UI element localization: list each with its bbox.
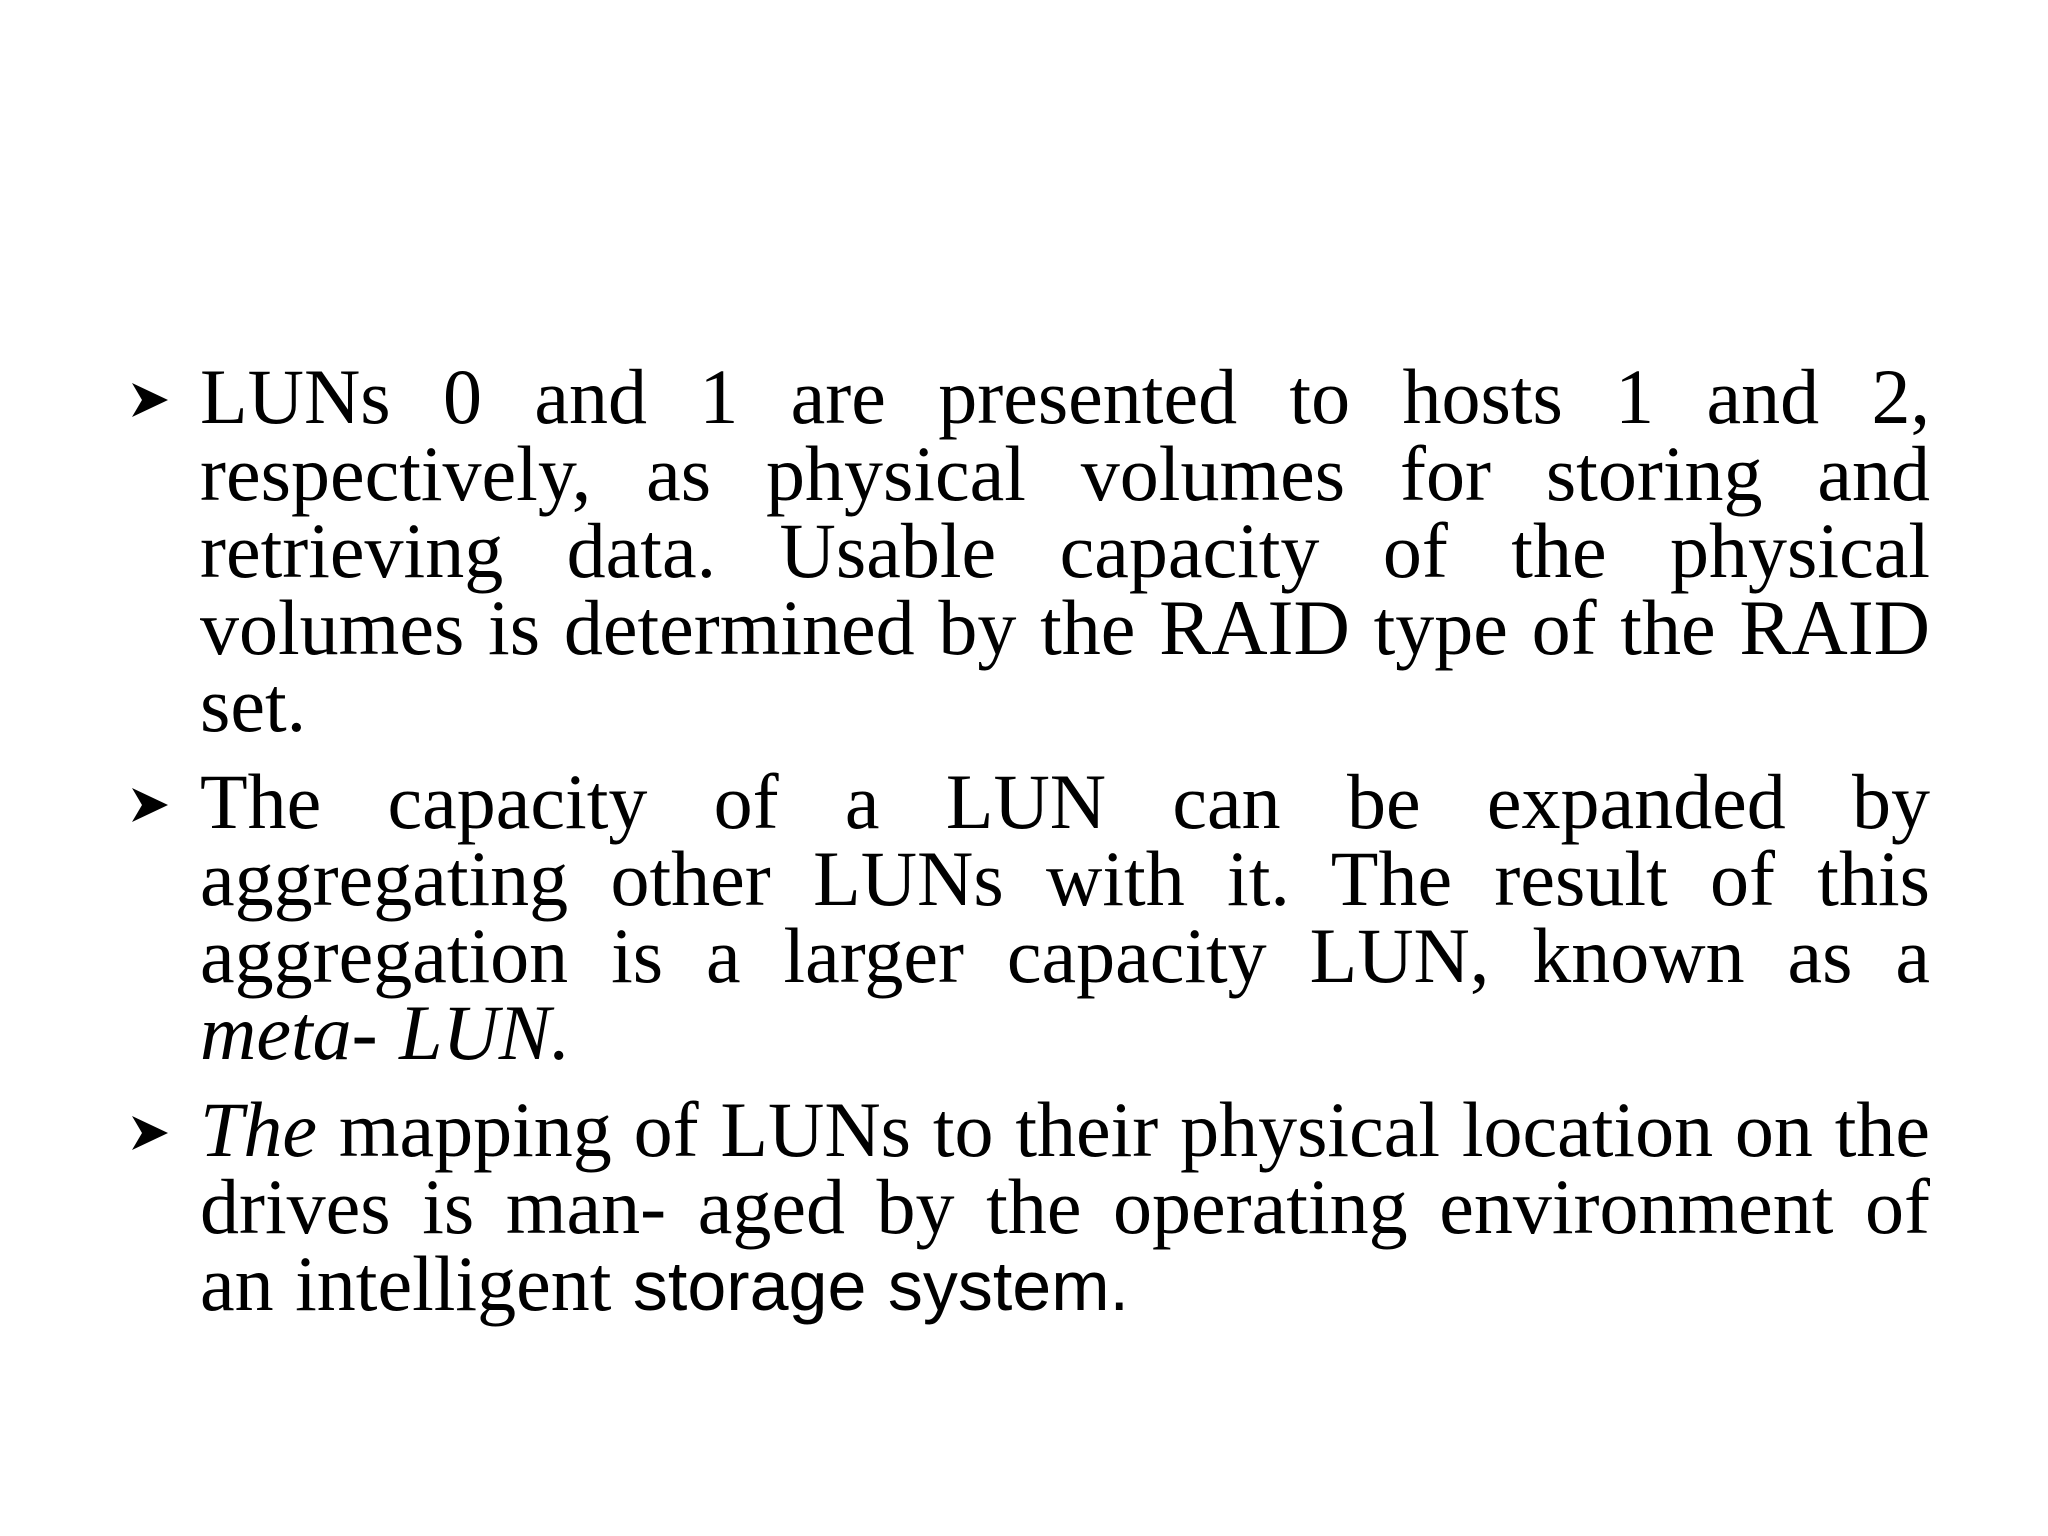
- arrowhead-bullet-icon: [130, 1091, 200, 1153]
- arrowhead-bullet-icon: [130, 358, 200, 420]
- arrowhead-bullet-icon: [130, 763, 200, 825]
- bullet-text: [200, 1086, 1930, 1327]
- bullet-text-body: LUNs 0 and 1 are presented to hosts 1 and 2, respectively, as physical volumes for storing and retrieving data. Usable capacity of the physical volumes is determined by the RAID type of the RAID set.: [200, 353, 1930, 748]
- bullet-item-luns-presentation: [130, 353, 1930, 748]
- bullet-text: [200, 353, 1930, 748]
- bullet-text-tail: storage system.: [632, 1247, 1129, 1325]
- bullet-list: [130, 353, 1930, 1345]
- bullet-item-lun-mapping: [130, 1086, 1930, 1327]
- bullet-text-lead: The: [200, 1086, 317, 1173]
- bullet-text-body: The capacity of a LUN can be expanded by aggregating other LUNs with it. The result of this aggregation is a larger capacity LUN, known as a: [200, 758, 1930, 999]
- bullet-text: [200, 758, 1930, 1076]
- bullet-text-body: mapping of LUNs to their physical location on the drives is man- aged by the operating environment of an intelligent: [200, 1086, 1930, 1327]
- meta-lun-term: meta- LUN.: [200, 989, 571, 1076]
- bullet-item-meta-lun: [130, 758, 1930, 1076]
